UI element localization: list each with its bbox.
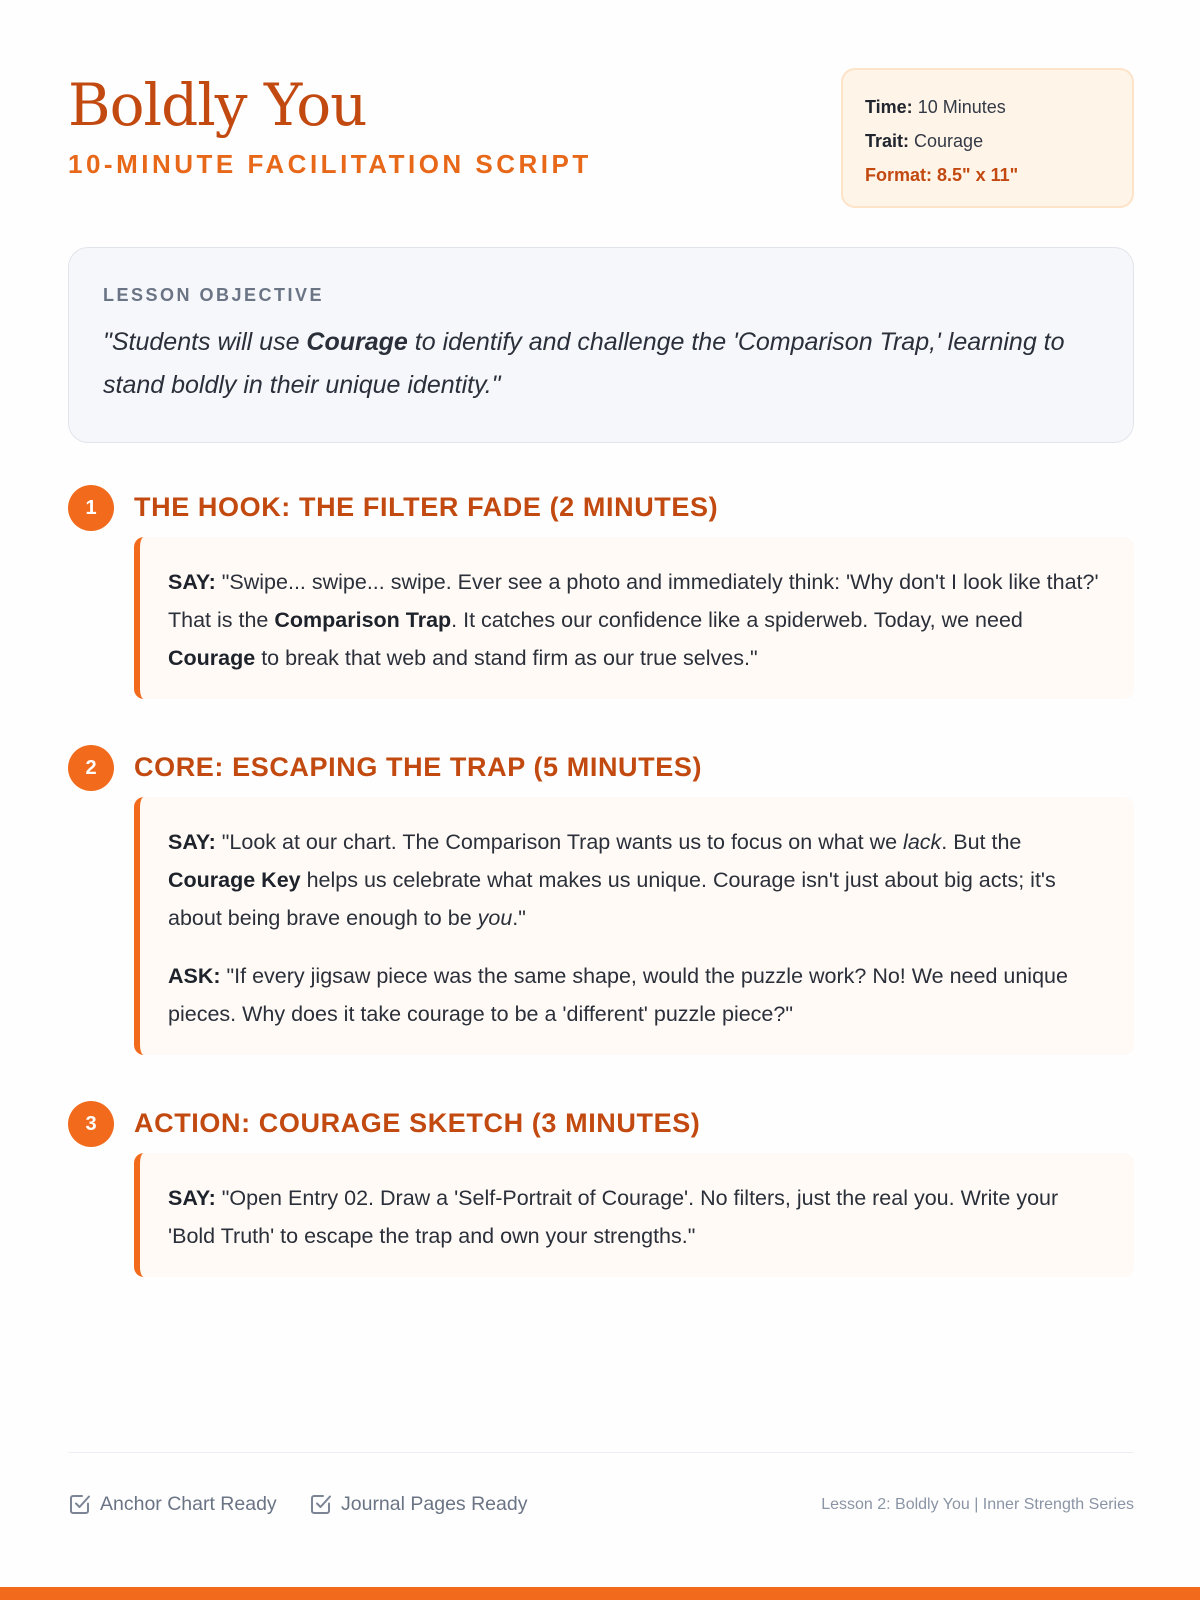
header bbox=[68, 62, 1134, 212]
script-box bbox=[134, 1153, 1134, 1277]
meta-format-label: Format: bbox=[865, 165, 932, 185]
say-paragraph bbox=[168, 823, 1108, 937]
say-text-italic: lack bbox=[903, 830, 942, 854]
section-title: THE HOOK: THE FILTER FADE (2 MINUTES) bbox=[134, 492, 719, 522]
lesson-page bbox=[68, 0, 1134, 1600]
say-text: ." bbox=[512, 906, 526, 930]
say-paragraph bbox=[168, 1179, 1108, 1255]
step-number-badge: 2 bbox=[68, 745, 114, 791]
checkbox-checked-icon bbox=[68, 1492, 92, 1516]
footer bbox=[68, 1492, 1134, 1522]
meta-format-value: 8.5" x 11" bbox=[937, 165, 1019, 185]
checklist-item-journal-pages bbox=[309, 1492, 527, 1516]
objective-label: LESSON OBJECTIVE bbox=[103, 285, 325, 305]
ask-label: ASK: bbox=[168, 964, 221, 988]
meta-time bbox=[865, 90, 1110, 124]
say-text: . It catches our confidence like a spiderweb. Today, we need bbox=[451, 608, 1023, 632]
step-number-badge: 3 bbox=[68, 1101, 114, 1147]
meta-trait-label: Trait: bbox=[865, 131, 910, 151]
say-paragraph bbox=[168, 563, 1108, 677]
meta-time-value: 10 Minutes bbox=[917, 97, 1006, 117]
meta-trait-value: Courage bbox=[914, 131, 984, 151]
bottom-accent-bar bbox=[0, 1587, 1200, 1600]
script-box bbox=[134, 537, 1134, 699]
script-box bbox=[134, 797, 1134, 1055]
checklist-label: Anchor Chart Ready bbox=[100, 1492, 277, 1515]
lesson-objective-card bbox=[68, 247, 1134, 443]
say-label: SAY: bbox=[168, 570, 216, 594]
say-text-bold: Courage Key bbox=[168, 868, 301, 892]
say-text: helps us celebrate what makes us unique. Courage isn't just about big acts; it's about being brave enough to be bbox=[168, 868, 1056, 930]
say-text-bold: Comparison Trap bbox=[274, 608, 452, 632]
meta-format bbox=[865, 158, 1110, 192]
say-text-bold: Courage bbox=[168, 646, 256, 670]
objective-text-part: to identify and challenge the 'Comparison Trap,' learning to stand boldly in their unique identity." bbox=[103, 328, 1065, 399]
objective-text-bold: Courage bbox=[306, 328, 408, 356]
checklist-label: Journal Pages Ready bbox=[341, 1492, 528, 1515]
series-caption: Lesson 2: Boldly You | Inner Strength Series bbox=[821, 1496, 1134, 1513]
say-label: SAY: bbox=[168, 830, 216, 854]
ask-text: "If every jigsaw piece was the same shape, would the puzzle work? No! We need unique pieces. Why does it take courage to be a 'different' puzzle piece?" bbox=[168, 964, 1068, 1026]
section-title: CORE: ESCAPING THE TRAP (5 MINUTES) bbox=[134, 752, 703, 782]
page-subtitle: 10-MINUTE FACILITATION SCRIPT bbox=[68, 149, 592, 179]
footer-divider bbox=[68, 1452, 1134, 1453]
objective-text bbox=[103, 321, 1099, 407]
meta-trait bbox=[865, 124, 1110, 158]
say-text-italic: you bbox=[477, 906, 513, 930]
step-number-badge: 1 bbox=[68, 485, 114, 531]
say-text: "Swipe... swipe... swipe. Ever see a photo and immediately think: 'Why don't I look like that?' That is the bbox=[168, 570, 1099, 632]
say-text: "Open Entry 02. Draw a 'Self-Portrait of Courage'. No filters, just the real you. Write your 'Bold Truth' to escape the trap and own your strengths." bbox=[168, 1186, 1059, 1248]
meta-time-label: Time: bbox=[865, 97, 913, 117]
say-text: . But the bbox=[941, 830, 1022, 854]
lesson-meta-card bbox=[841, 68, 1134, 208]
objective-text-part: "Students will use bbox=[103, 328, 307, 356]
say-label: SAY: bbox=[168, 1186, 216, 1210]
say-text: "Look at our chart. The Comparison Trap wants us to focus on what we bbox=[215, 830, 904, 854]
checklist-item-anchor-chart bbox=[68, 1492, 277, 1516]
say-text: to break that web and stand firm as our true selves." bbox=[255, 646, 758, 670]
checkbox-checked-icon bbox=[309, 1492, 333, 1516]
section-title: ACTION: COURAGE SKETCH (3 MINUTES) bbox=[134, 1108, 701, 1138]
page-title: Boldly You bbox=[68, 71, 367, 139]
ask-paragraph bbox=[168, 957, 1108, 1033]
